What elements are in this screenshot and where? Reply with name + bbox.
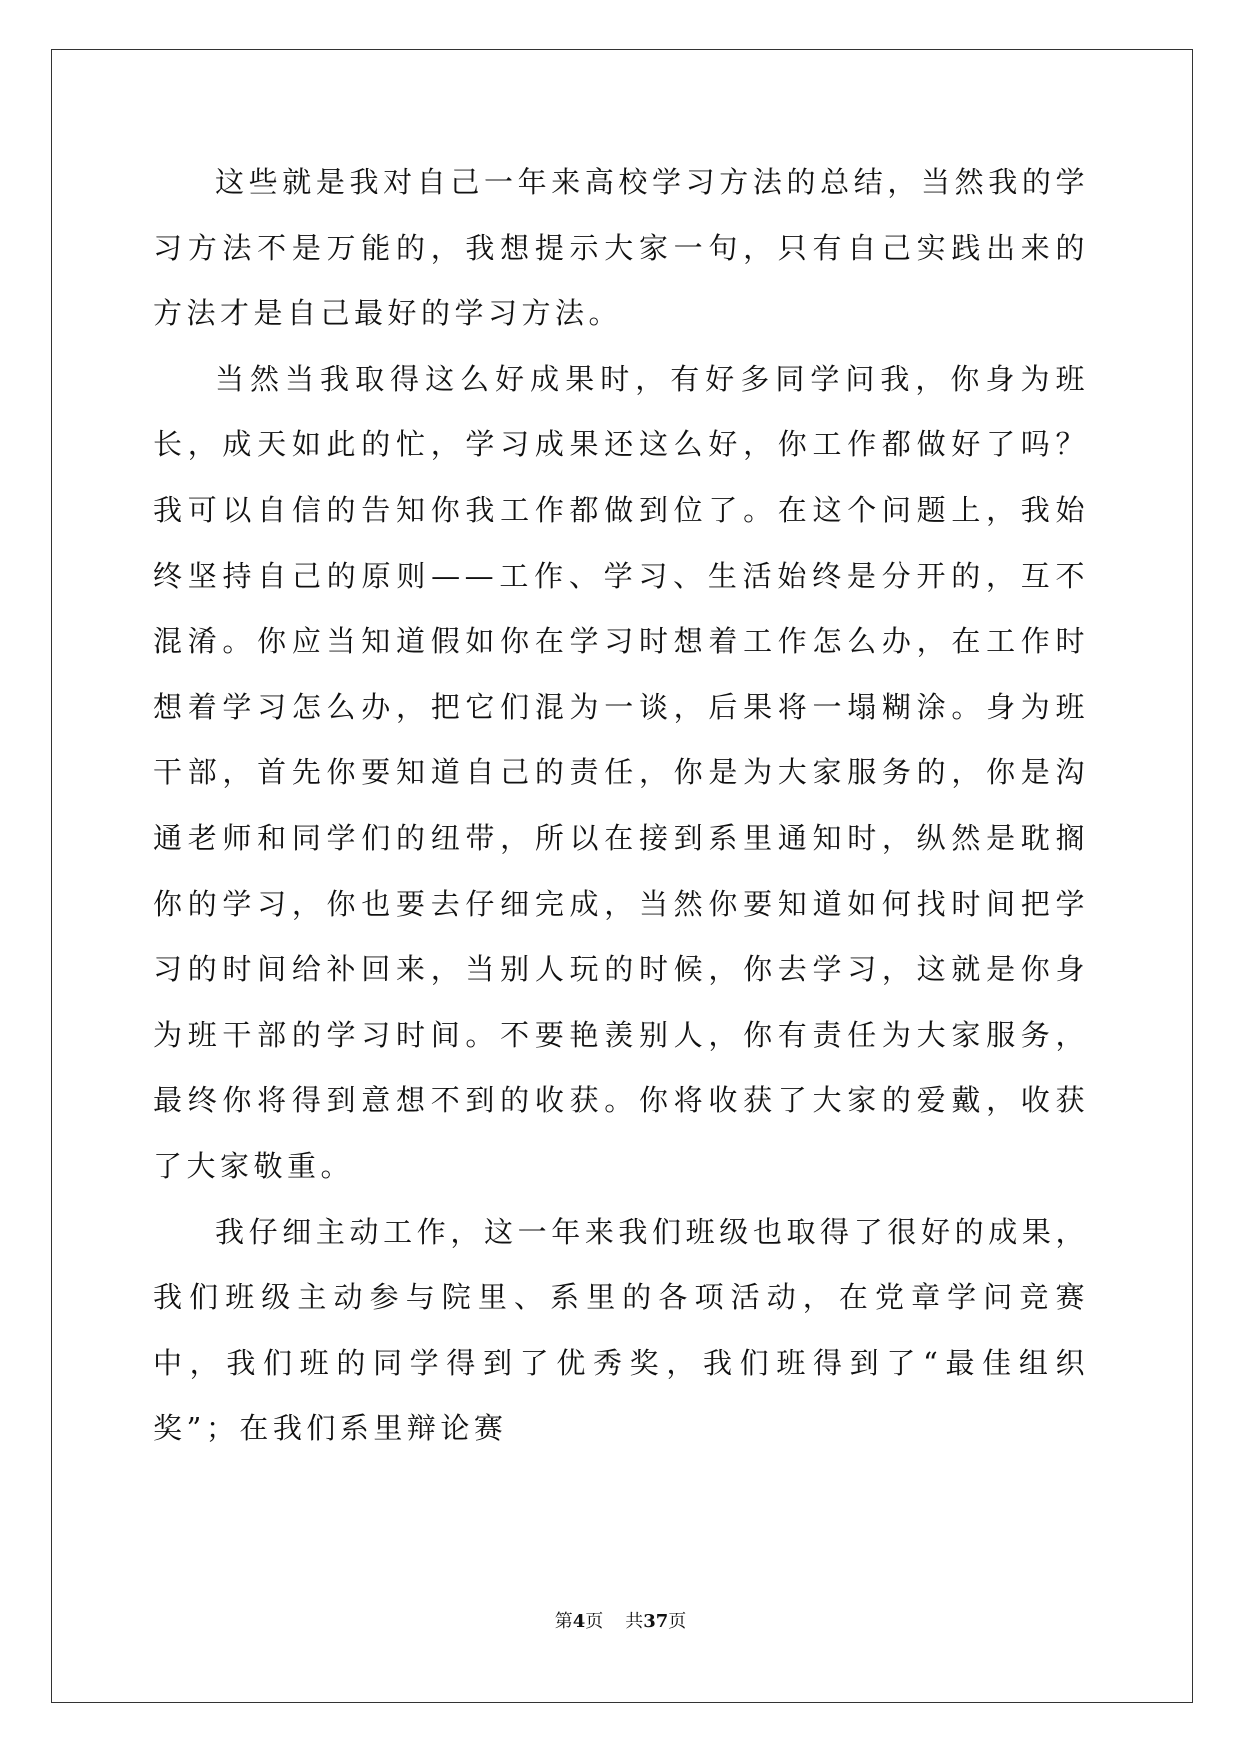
paragraph-3: 我仔细主动工作，这一年来我们班级也取得了很好的成果，我们班级主动参与院里、系里的各项活动，在党章学问竞赛中，我们班的同学得到了优秀奖，我们班得到了“最佳组织奖”；在我们系里辩论赛 bbox=[153, 1214, 1089, 1446]
paragraph-1: 这些就是我对自己一年来高校学习方法的总结，当然我的学习方法不是万能的，我想提示大家一句，只有自己实践出来的方法才是自己最好的学习方法。 bbox=[153, 165, 1089, 331]
footer-total-prefix: 共 bbox=[625, 1611, 644, 1632]
footer-prefix: 第 bbox=[554, 1611, 573, 1632]
paragraph-2: 当然当我取得这么好成果时，有好多同学问我，你身为班长，成天如此的忙，学习成果还这么好，你工作都做好了吗？我可以自信的告知你我工作都做到位了。在这个问题上，我始终坚持自己的原则——工作、学习、生活始终是分开的，互不混淆。你应当知道假如你在学习时想着工作怎么办，在工作时想着学习怎么办，把它们混为一谈，后果将一塌糊涂。身为班干部，首先你要知道自己的责任，你是为大家服务的，你是沟通老师和同学们的纽带，所以在接到系里通知时，纵然是耽搁你的学习，你也要去仔细完成，当然你要知道如何找时间把学习的时间给补回来，当别人玩的时候，你去学习，这就是你身为班干部的学习时间。不要艳羡别人，你有责任为大家服务，最终你将得到意想不到的收获。你将收获了大家的爱戴，收获了大家敬重。 bbox=[153, 361, 1089, 1183]
page-number-footer bbox=[0, 1610, 1241, 1634]
document-body bbox=[153, 150, 1089, 1462]
total-page-count: 37 bbox=[643, 1611, 669, 1632]
footer-page-suffix: 页 bbox=[585, 1611, 604, 1632]
footer-total-suffix: 页 bbox=[668, 1611, 687, 1632]
current-page-number: 4 bbox=[572, 1611, 586, 1632]
